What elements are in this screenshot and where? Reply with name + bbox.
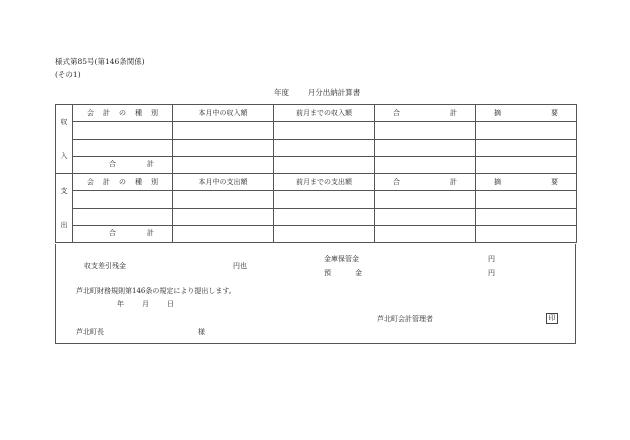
income-row	[56, 139, 577, 156]
expense-section-label	[56, 174, 73, 243]
expense-subtotal-label: 合 計	[73, 225, 173, 242]
treasurer-label: 芦北町会計管理者	[377, 315, 433, 323]
submission-statement: 芦北町財務規則第146条の規定により提出します。	[76, 287, 236, 295]
mayor-label: 芦北町長	[76, 328, 104, 336]
form-number: 様式第85号(第146条関係)	[55, 57, 145, 66]
income-subtotal-label: 合 計	[73, 156, 173, 173]
header-income-this-month: 本月中の収入額	[173, 105, 274, 122]
deposit-yen: 円	[488, 269, 495, 277]
header-category-2: 会 計 の 種 別	[73, 174, 173, 191]
date-line: 年 月 日	[117, 300, 174, 308]
treasury-label: 金庫保管金	[324, 255, 359, 263]
balance-label: 収支差引残金	[84, 262, 126, 270]
expense-char-2: 出	[60, 220, 68, 229]
treasury-yen: 円	[488, 255, 495, 263]
income-char-2: 入	[60, 151, 68, 160]
income-char-1: 収	[60, 117, 68, 126]
income-section-label	[56, 105, 73, 174]
header-remarks-2: 摘 要	[476, 174, 577, 191]
header-category: 会 計 の 種 別	[73, 105, 173, 122]
balance-unit: 円也	[233, 262, 247, 270]
header-remarks: 摘 要	[476, 105, 577, 122]
income-row	[56, 122, 577, 139]
honorific: 様	[198, 328, 205, 336]
income-subtotal-row	[56, 156, 577, 173]
expense-row	[56, 208, 577, 225]
expense-subtotal-row	[56, 225, 577, 242]
header-expense-this-month: 本月中の支出額	[173, 174, 274, 191]
header-total-2: 合 計	[375, 174, 476, 191]
ledger-table	[55, 104, 577, 243]
title-month: 月分出納計算書	[307, 88, 361, 97]
form-subtitle: (その1)	[55, 70, 81, 79]
seal-box: 印	[546, 313, 558, 324]
header-expense-prior: 前月までの支出額	[274, 174, 375, 191]
expense-row	[56, 191, 577, 208]
deposit-label: 預 金	[324, 269, 362, 277]
document-title	[274, 89, 360, 97]
header-income-prior: 前月までの収入額	[274, 105, 375, 122]
expense-char-1: 支	[60, 186, 68, 195]
title-year: 年度	[274, 88, 289, 97]
header-total: 合 計	[375, 105, 476, 122]
